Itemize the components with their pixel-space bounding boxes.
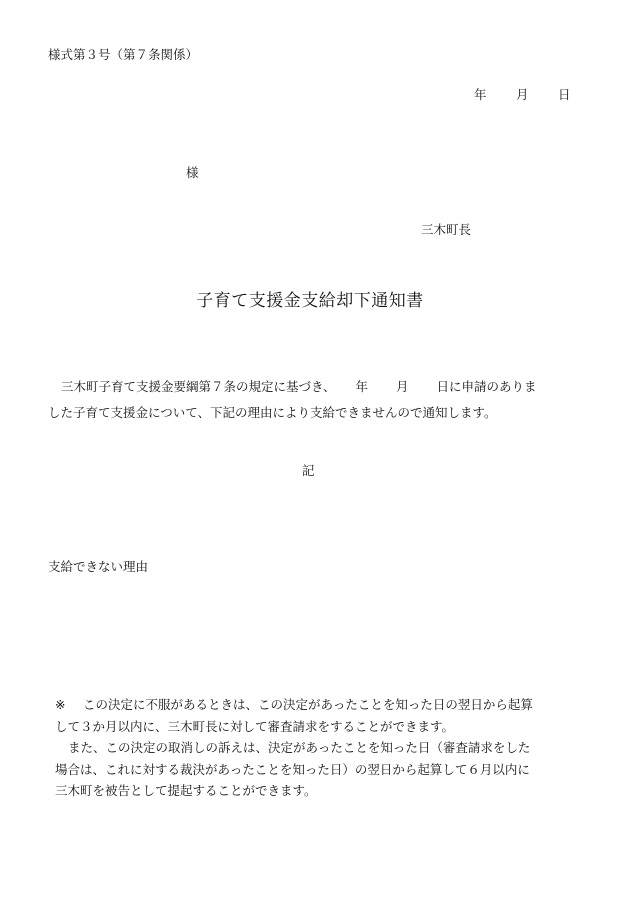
form-number: 様式第３号（第７条関係）: [48, 47, 199, 62]
appeal-note: [55, 694, 595, 802]
date-day-label: 日: [558, 87, 571, 102]
notice-body-line-2: した子育て支援金について、下記の理由により支給できませんので通知します。: [48, 405, 497, 420]
reason-label: 支給できない理由: [48, 559, 149, 574]
note-line-2: して３か月以内に、三木町長に対して審査請求をすることができます。: [55, 718, 455, 734]
note-mark: ※: [55, 697, 66, 712]
issue-date: [474, 89, 571, 102]
document-title: 子育て支援金支給却下通知書: [196, 291, 424, 311]
body-month-label: 月: [396, 379, 409, 394]
date-month-label: 月: [516, 87, 529, 102]
body-year-label: 年: [355, 379, 369, 394]
note-line-1: [55, 694, 595, 716]
ki-heading: 記: [302, 463, 315, 478]
note-line-4: 場合は、これに対する裁決があったことを知った日）の翌日から起算して６月以内に: [55, 761, 530, 777]
issuer-name: 三木町長: [421, 222, 472, 237]
note-text: この決定に不服があるときは、この決定があったことを知った日の翌日から起算: [83, 697, 533, 712]
body-text-segment: 日に申請のありま: [436, 379, 537, 394]
notice-body-line-1: [48, 374, 588, 400]
body-text-segment: 三木町子育て支援金要綱第７条の規定に基づき、: [61, 379, 336, 394]
note-line-3: また、この決定の取消しの訴えは、決定があったことを知った日（審査請求をした: [68, 740, 531, 755]
notice-body: [48, 374, 588, 426]
note-line-5: 三木町を被告として提起することができます。: [55, 783, 317, 798]
date-year-label: 年: [474, 87, 487, 102]
recipient-honorific: 様: [186, 165, 199, 180]
